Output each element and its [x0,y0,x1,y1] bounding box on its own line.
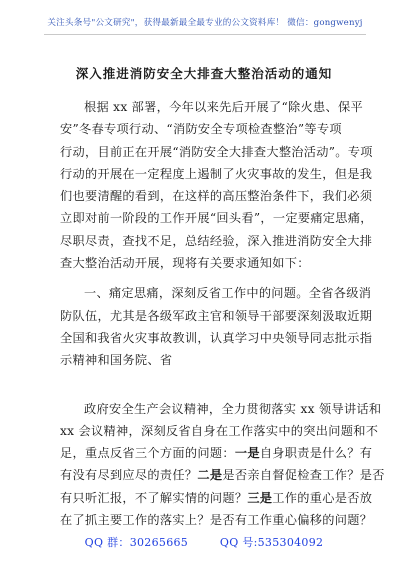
bold-marker: 三是 [247,490,273,505]
qq-number: QQ 号:535304092 [219,536,324,549]
text-line: 安”冬春专项行动、“消防安全专项检查整治”等专项 [60,122,342,137]
text-line: 行动的开展在一定程度上遏制了火灾事故的发生，但是我 [60,166,373,181]
text-segment: 是否亲自督促检查工作？是否 [222,468,385,483]
text-segment: 自身职责是什么？有 [259,446,373,461]
paragraph-2 [60,282,373,371]
text-line: 根据 xx 部署，今年以来先后开展了“除火患、保平 [84,100,363,114]
bold-marker: 一是 [234,446,260,461]
text-segment: 工作的重心是否放 [272,490,373,505]
text-line: xx 会议精神，深刻反省自身在工作落实中的突出问题和不 [60,423,379,438]
text-line [60,487,373,509]
qq-group: QQ 群：30265665 [84,536,189,549]
text-line: 一、痛定思痛，深刻反省工作中的问题。全省各级消 [84,286,372,301]
text-segment: 有只听汇报，不了解实情的问题？ [60,490,248,505]
document-body [60,96,385,531]
text-segment: 有没有尽到应尽的责任？ [60,468,198,483]
paragraph-1 [60,96,373,274]
text-line: 尽职尽责，查找不足，总结经验，深入推进消防安全大排 [60,233,373,248]
document-title: 深入推进消防安全大排查大整治活动的通知 [75,66,333,81]
page-footer [0,534,408,550]
text-line: 立即对前一阶段的工作开展“回头看”，一定要痛定思痛， [60,211,373,226]
text-line [60,464,385,486]
text-line: 全国和我省火灾事故教训，认真学习中央领导同志批示指 [60,330,373,345]
text-line: 行动，目前正在开展“消防安全大排查大整治活动”。专项 [60,144,373,159]
text-line: 在了抓主要工作的落实上？是否有工作重心偏移的问题？ [60,513,373,528]
text-segment: 足，重点反省三个方面的问题： [60,446,235,461]
text-line: 们也要清醒的看到，在这样的高压整治条件下，我们必须 [60,189,373,204]
page-header: 关注头条号"公文研究"，获得最新最全最专业的公文资料库！ 微信：gongwenyj [44,16,366,35]
bold-marker: 二是 [197,468,223,483]
text-line [60,442,373,464]
text-line: 政府安全生产会议精神，全力贯彻落实 xx 领导讲话和 [84,401,382,416]
text-line: 防队伍，尤其是各级军政主官和领导干部要深刻汲取近期 [60,308,373,323]
paragraph-3 [60,398,385,532]
text-line: 查大整治活动开展，现将有关要求通知如下： [60,256,310,271]
text-line: 示精神和国务院、省 [60,353,173,368]
